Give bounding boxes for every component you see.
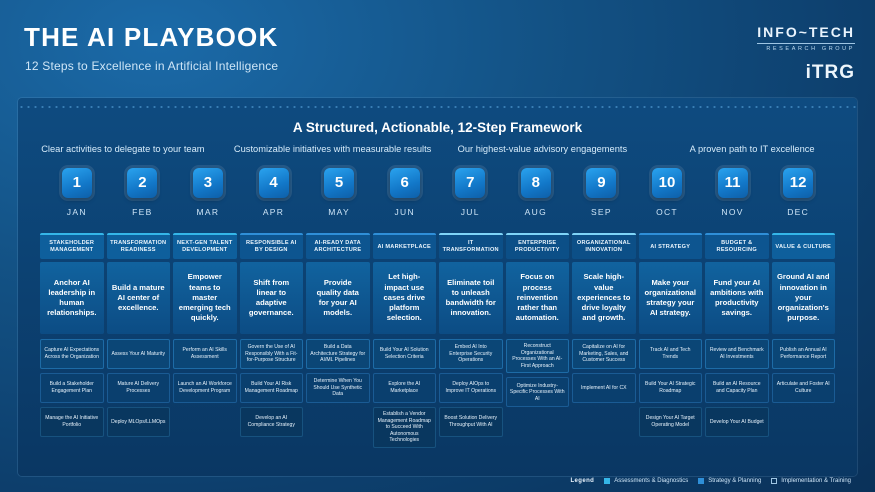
initiative-card[interactable]: Assess Your AI Maturity bbox=[107, 339, 171, 369]
legend-item-label: Strategy & Planning bbox=[708, 478, 762, 484]
month-label: NOV bbox=[721, 207, 744, 217]
column-header: VALUE & CULTURE bbox=[772, 233, 836, 259]
value-prop: A proven path to IT excellence bbox=[689, 144, 815, 154]
initiative-card[interactable]: Build Your AI Strategic Roadmap bbox=[639, 373, 703, 403]
month-label: DEC bbox=[787, 207, 810, 217]
initiative-card-empty bbox=[572, 407, 636, 437]
brand-divider bbox=[757, 43, 855, 44]
initiative-card[interactable]: Mature AI Delivery Processes bbox=[107, 373, 171, 403]
initiative-card[interactable]: Build Your AI Solution Selection Criteria bbox=[373, 339, 437, 369]
month-label: MAY bbox=[328, 207, 350, 217]
month-step bbox=[700, 168, 766, 217]
legend-swatch-icon bbox=[698, 478, 704, 484]
month-timeline bbox=[44, 168, 831, 217]
initiative-card[interactable]: Determine When You Should Use Synthetic Data bbox=[306, 373, 370, 403]
framework-panel bbox=[18, 98, 857, 476]
column-header: ORGANIZATIONAL INNOVATION bbox=[572, 233, 636, 259]
column-cards bbox=[373, 339, 437, 448]
legend-title: Legend bbox=[570, 478, 595, 484]
month-label: MAR bbox=[196, 207, 220, 217]
step-number-badge: 2 bbox=[127, 168, 157, 198]
step-number-badge: 4 bbox=[259, 168, 289, 198]
column-cards bbox=[40, 339, 104, 437]
column-header: RESPONSIBLE AI BY DESIGN bbox=[240, 233, 304, 259]
step-number-badge: 9 bbox=[586, 168, 616, 198]
column-statement: Focus on process reinvention rather than automation. bbox=[506, 262, 570, 334]
page-title: THE AI PLAYBOOK bbox=[24, 22, 279, 52]
column-cards bbox=[107, 339, 171, 437]
initiative-card-empty bbox=[173, 407, 237, 437]
month-label: FEB bbox=[132, 207, 153, 217]
column-statement: Let high-impact use cases drive platform selection. bbox=[373, 262, 437, 334]
column-header: STAKEHOLDER MANAGEMENT bbox=[40, 233, 104, 259]
month-step bbox=[44, 168, 110, 217]
legend-item-strategy bbox=[698, 478, 761, 484]
value-prop-row bbox=[18, 144, 857, 154]
initiative-card-empty bbox=[306, 407, 370, 437]
column-header: AI STRATEGY bbox=[639, 233, 703, 259]
step-number-badge: 11 bbox=[718, 168, 748, 198]
initiative-card[interactable]: Launch an AI Workforce Development Program bbox=[173, 373, 237, 403]
month-label: AUG bbox=[524, 207, 547, 217]
initiative-card[interactable]: Govern the Use of AI Responsibly With a Fit-for-Purpose Structure bbox=[240, 339, 304, 369]
legend-item-implementation bbox=[771, 478, 851, 484]
column-header: AI MARKETPLACE bbox=[373, 233, 437, 259]
framework-column bbox=[373, 233, 437, 452]
initiative-card[interactable]: Review and Benchmark AI Investments bbox=[705, 339, 769, 369]
column-cards bbox=[439, 339, 503, 437]
initiative-card[interactable]: Establish a Vendor Management Roadmap to Succeed With Autonomous Technologies bbox=[373, 407, 437, 448]
framework-column bbox=[705, 233, 769, 452]
initiative-card[interactable]: Implement AI for CX bbox=[572, 373, 636, 403]
column-statement: Fund your AI ambitions with productivity savings. bbox=[705, 262, 769, 334]
initiative-card[interactable]: Build an AI Resource and Capacity Plan bbox=[705, 373, 769, 403]
column-cards bbox=[572, 339, 636, 437]
framework-title: A Structured, Actionable, 12-Step Framework bbox=[292, 120, 583, 135]
month-label: SEP bbox=[590, 207, 612, 217]
column-header: NEXT-GEN TALENT DEVELOPMENT bbox=[173, 233, 237, 259]
column-cards bbox=[705, 339, 769, 437]
month-step bbox=[437, 168, 503, 217]
legend-item-label: Implementation & Training bbox=[781, 478, 851, 484]
month-label: JAN bbox=[66, 207, 87, 217]
page-subtitle: 12 Steps to Excellence in Artificial Intelligence bbox=[25, 59, 279, 73]
step-number-badge: 5 bbox=[324, 168, 354, 198]
framework-column bbox=[306, 233, 370, 452]
initiative-card[interactable]: Publish an Annual AI Performance Report bbox=[772, 339, 836, 369]
column-statement: Ground AI and innovation in your organization's purpose. bbox=[772, 262, 836, 334]
initiative-card[interactable]: Build a Stakeholder Engagement Plan bbox=[40, 373, 104, 403]
column-statement: Anchor AI leadership in human relationships. bbox=[40, 262, 104, 334]
initiative-card[interactable]: Articulate and Foster AI Culture bbox=[772, 373, 836, 403]
initiative-card[interactable]: Reconstruct Organizational Processes With an AI-First Approach bbox=[506, 339, 570, 373]
step-number-badge: 6 bbox=[390, 168, 420, 198]
framework-column bbox=[173, 233, 237, 452]
initiative-card[interactable]: Embed AI Into Enterprise Security Operations bbox=[439, 339, 503, 369]
step-number-badge: 12 bbox=[783, 168, 813, 198]
month-step bbox=[765, 168, 831, 217]
framework-column bbox=[40, 233, 104, 452]
month-step bbox=[569, 168, 635, 217]
initiative-card[interactable]: Design Your AI Target Operating Model bbox=[639, 407, 703, 437]
brand-name: INFO~TECH bbox=[757, 24, 855, 40]
column-statement: Empower teams to master emerging tech quickly. bbox=[173, 262, 237, 334]
value-prop: Our highest-value advisory engagements bbox=[457, 144, 628, 154]
month-step bbox=[306, 168, 372, 217]
framework-column bbox=[439, 233, 503, 452]
dotted-rule-decoration bbox=[18, 104, 857, 110]
legend-item-label: Assessments & Diagnostics bbox=[614, 478, 689, 484]
framework-column bbox=[572, 233, 636, 452]
framework-column bbox=[506, 233, 570, 452]
step-number-badge: 10 bbox=[652, 168, 682, 198]
initiative-card[interactable]: Track AI and Tech Trends bbox=[639, 339, 703, 369]
month-label: JUL bbox=[460, 207, 480, 217]
legend bbox=[570, 478, 851, 484]
column-cards bbox=[173, 339, 237, 437]
value-prop: Clear activities to delegate to your team bbox=[41, 144, 205, 154]
column-header: TRANSFORMATION READINESS bbox=[107, 233, 171, 259]
month-label: OCT bbox=[656, 207, 678, 217]
step-number-badge: 3 bbox=[193, 168, 223, 198]
initiative-card-empty bbox=[772, 407, 836, 437]
initiative-card[interactable]: Develop an AI Compliance Strategy bbox=[240, 407, 304, 437]
column-header: AI-READY DATA ARCHITECTURE bbox=[306, 233, 370, 259]
month-step bbox=[110, 168, 176, 217]
initiative-card-empty bbox=[506, 411, 570, 441]
column-cards bbox=[772, 339, 836, 437]
initiative-card[interactable]: Deploy MLOps/LLMOps bbox=[107, 407, 171, 437]
column-statement: Eliminate toil to unleash bandwidth for innovation. bbox=[439, 262, 503, 334]
column-header: ENTERPRISE PRODUCTIVITY bbox=[506, 233, 570, 259]
legend-swatch-icon bbox=[771, 478, 777, 484]
column-cards bbox=[506, 339, 570, 441]
column-statement: Provide quality data for your AI models. bbox=[306, 262, 370, 334]
framework-column bbox=[240, 233, 304, 452]
month-step bbox=[372, 168, 438, 217]
initiative-card[interactable]: Perform an AI Skills Assessment bbox=[173, 339, 237, 369]
column-cards bbox=[306, 339, 370, 437]
initiative-card[interactable]: Develop Your AI Budget bbox=[705, 407, 769, 437]
framework-column bbox=[639, 233, 703, 452]
column-statement: Scale high-value experiences to drive loyalty and growth. bbox=[572, 262, 636, 334]
framework-grid bbox=[40, 233, 835, 452]
initiative-card[interactable]: Capture AI Expectations Across the Organization bbox=[40, 339, 104, 369]
initiative-card[interactable]: Manage the AI Initiative Portfolio bbox=[40, 407, 104, 437]
framework-column bbox=[107, 233, 171, 452]
column-statement: Make your organizational strategy your AI strategy. bbox=[639, 262, 703, 334]
month-step bbox=[241, 168, 307, 217]
step-number-badge: 7 bbox=[455, 168, 485, 198]
initiative-card[interactable]: Boost Solution Delivery Throughput With AI bbox=[439, 407, 503, 437]
column-header: IT TRANSFORMATION bbox=[439, 233, 503, 259]
month-step bbox=[503, 168, 569, 217]
initiative-card[interactable]: Build Your AI Risk Management Roadmap bbox=[240, 373, 304, 403]
initiative-card[interactable]: Optimize Industry-Specific Processes With AI bbox=[506, 377, 570, 407]
column-statement: Shift from linear to adaptive governance. bbox=[240, 262, 304, 334]
value-prop: Customizable initiatives with measurable results bbox=[233, 144, 432, 154]
brand-tagline: RESEARCH GROUP bbox=[766, 46, 855, 52]
initiative-card[interactable]: Explore the AI Marketplace bbox=[373, 373, 437, 403]
column-cards bbox=[240, 339, 304, 437]
month-step bbox=[175, 168, 241, 217]
brand-itrg-logo: iTRG bbox=[805, 62, 855, 83]
brand-lockup bbox=[757, 24, 855, 84]
month-step bbox=[634, 168, 700, 217]
step-number-badge: 1 bbox=[62, 168, 92, 198]
column-header: BUDGET & RESOURCING bbox=[705, 233, 769, 259]
initiative-card[interactable]: Build a Data Architecture Strategy for AI/ML Pipelines bbox=[306, 339, 370, 369]
legend-swatch-icon bbox=[604, 478, 610, 484]
column-cards bbox=[639, 339, 703, 437]
initiative-card[interactable]: Deploy AIOps to Improve IT Operations bbox=[439, 373, 503, 403]
month-label: APR bbox=[262, 207, 285, 217]
column-statement: Build a mature AI center of excellence. bbox=[107, 262, 171, 334]
legend-item-assessments bbox=[604, 478, 688, 484]
month-label: JUN bbox=[394, 207, 415, 217]
framework-column bbox=[772, 233, 836, 452]
initiative-card[interactable]: Capitalize on AI for Marketing, Sales, and Customer Success bbox=[572, 339, 636, 369]
poster-header bbox=[0, 0, 875, 96]
step-number-badge: 8 bbox=[521, 168, 551, 198]
